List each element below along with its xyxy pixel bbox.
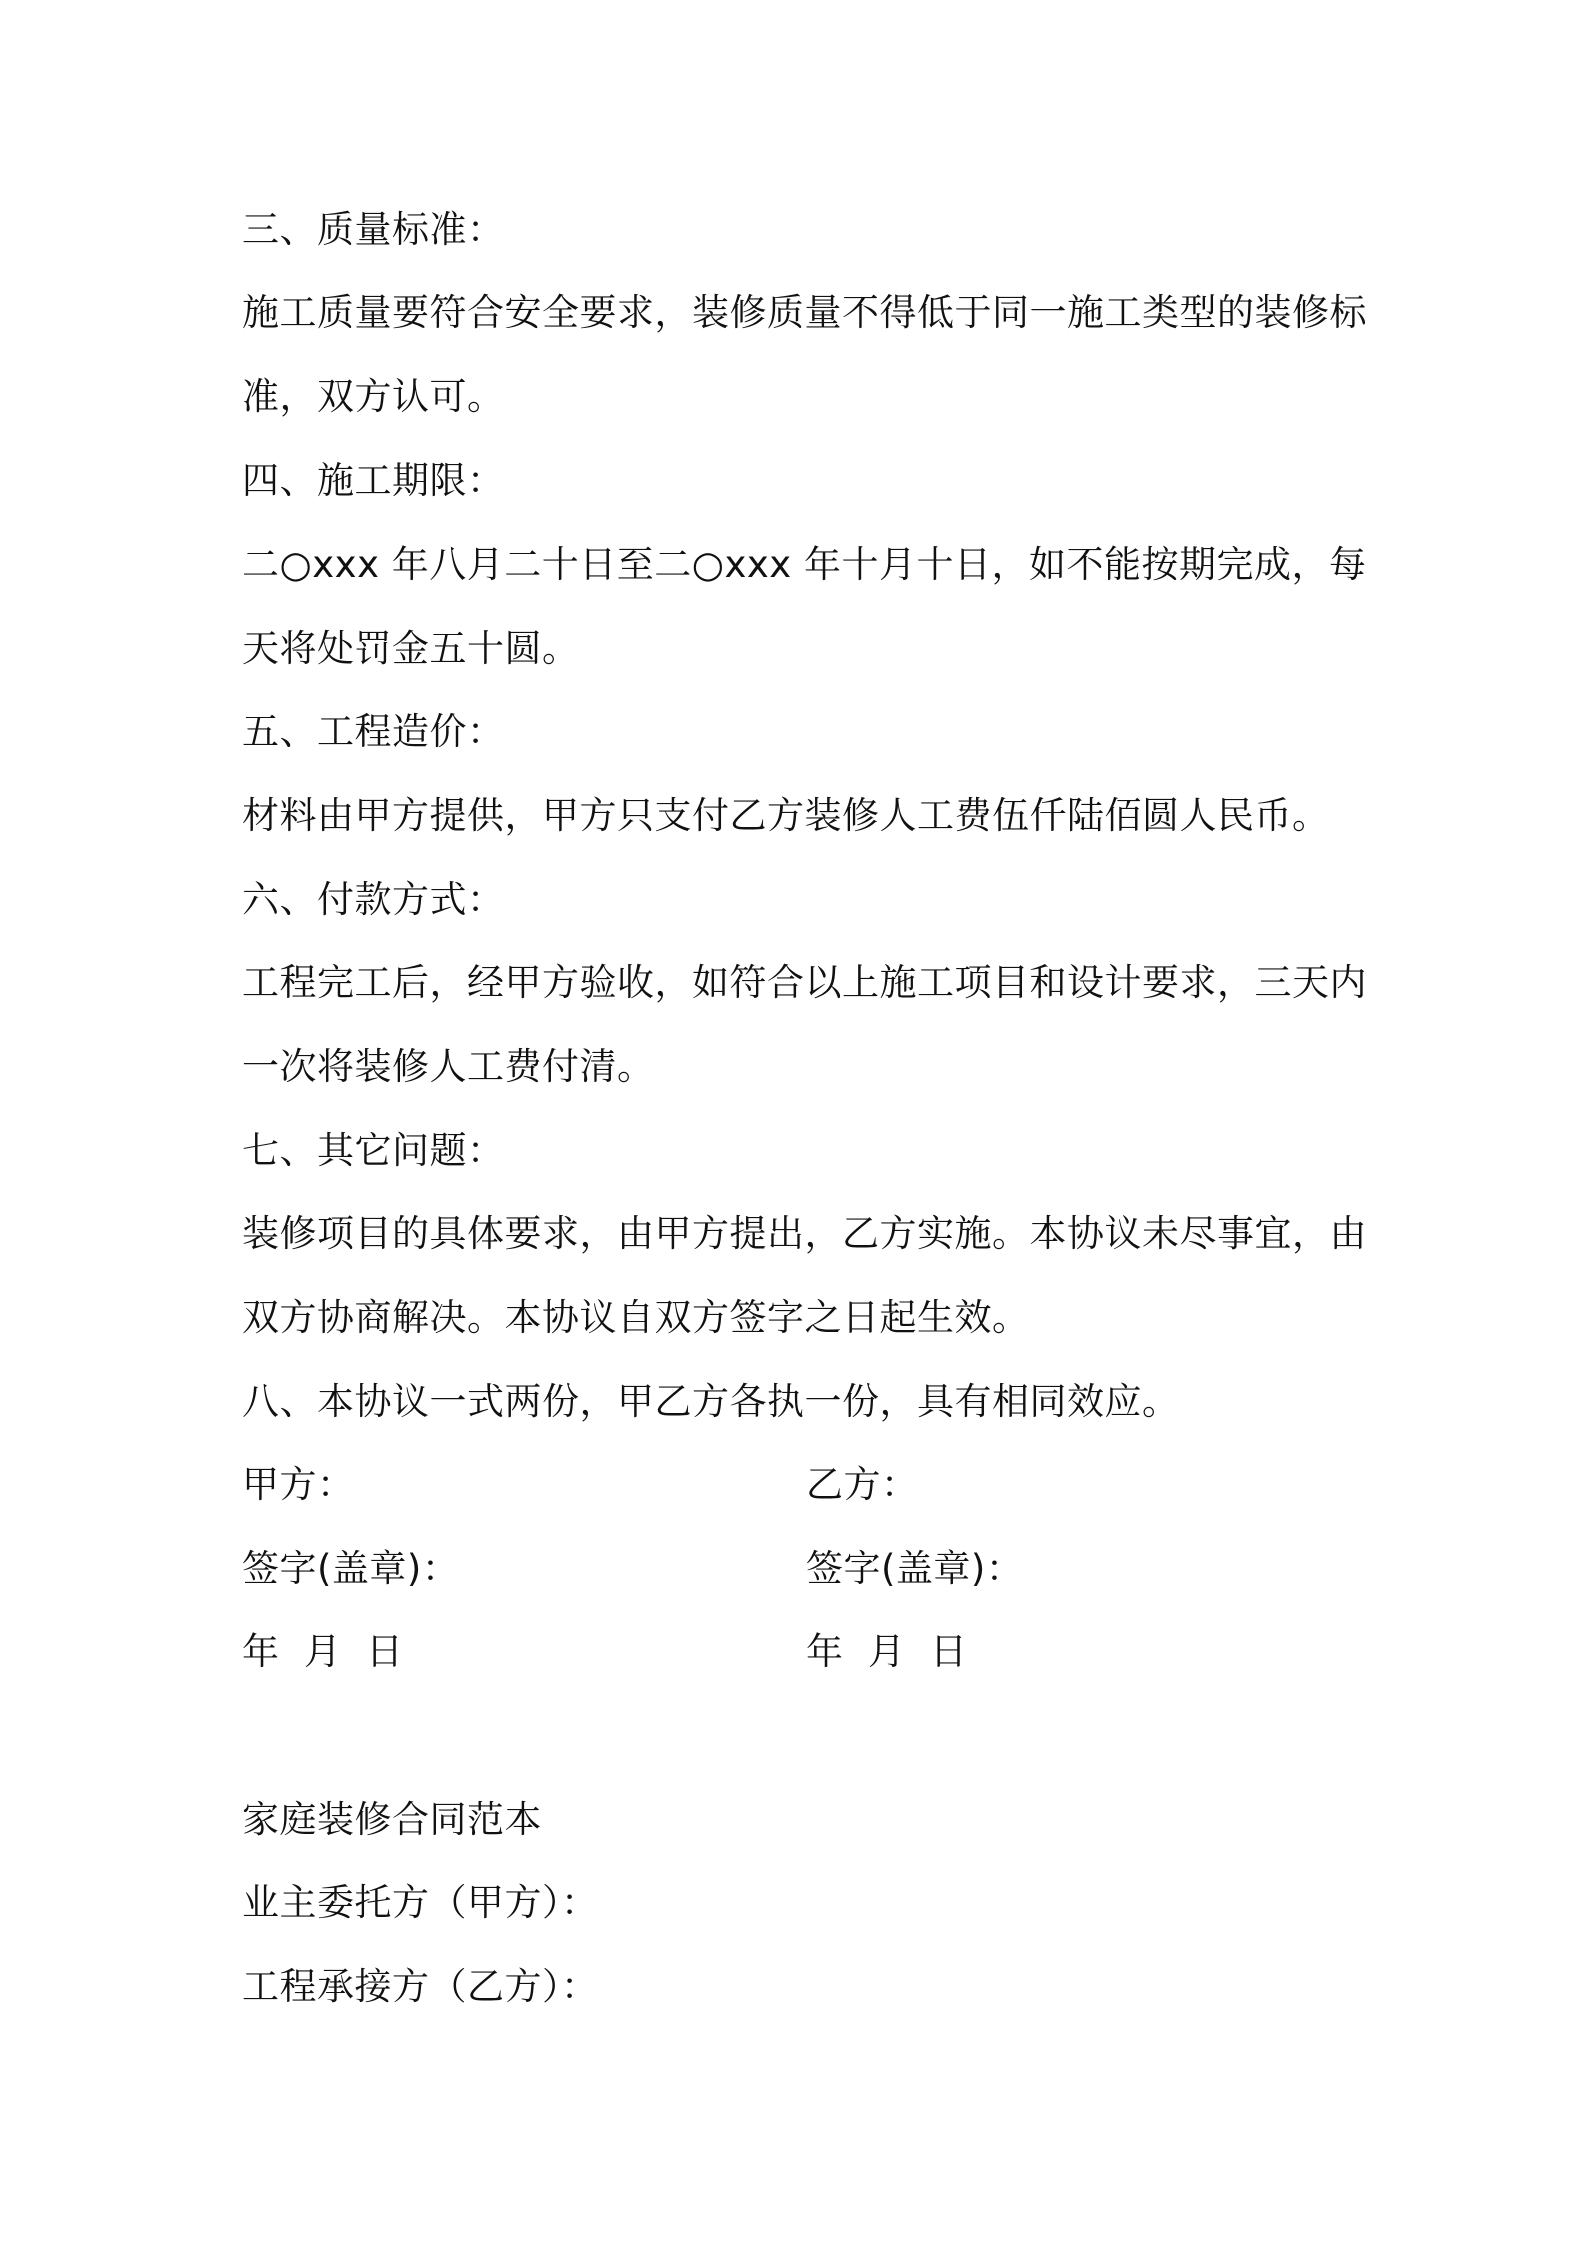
next-contract-title: 家庭装修合同范本: [242, 1798, 542, 1841]
contractor-party-label: 工程承接方（乙方）：: [242, 1965, 599, 2008]
section-7-text-line-2: 双方协商解决。本协议自双方签字之日起生效。: [242, 1296, 1030, 1339]
section-3-text-line-1: 施工质量要符合安全要求，装修质量不得低于同一施工类型的装修标: [242, 291, 1367, 334]
section-7-heading: 七、其它问题：: [242, 1129, 505, 1172]
section-8-text: 八、本协议一式两份，甲乙方各执一份，具有相同效应。: [242, 1380, 1180, 1423]
section-4-heading: 四、施工期限：: [242, 459, 505, 502]
section-7-text-line-1: 装修项目的具体要求，由甲方提出，乙方实施。本协议未尽事宜，由: [242, 1212, 1367, 1255]
section-5-heading: 五、工程造价：: [242, 710, 505, 753]
section-6-heading: 六、付款方式：: [242, 878, 505, 921]
section-4-text-line-1: 二○xxx 年八月二十日至二○xxx 年十月十日，如不能按期完成，每: [242, 543, 1367, 586]
owner-party-label: 业主委托方（甲方）：: [242, 1881, 599, 1924]
party-a-date-label: 年 月 日: [242, 1630, 404, 1673]
section-4-text-line-2: 天将处罚金五十圆。: [242, 627, 580, 670]
party-a-signature-label: 签字(盖章)：: [242, 1547, 460, 1590]
section-3-heading: 三、质量标准：: [242, 208, 505, 251]
party-b-label: 乙方：: [806, 1463, 919, 1506]
party-b-signature-label: 签字(盖章)：: [806, 1547, 1024, 1590]
section-3-text-line-2: 准，双方认可。: [242, 375, 505, 418]
party-b-date-label: 年 月 日: [806, 1630, 968, 1673]
party-a-label: 甲方：: [242, 1463, 355, 1506]
section-6-text-line-1: 工程完工后，经甲方验收，如符合以上施工项目和设计要求，三天内: [242, 961, 1367, 1004]
section-5-text-line-1: 材料由甲方提供，甲方只支付乙方装修人工费伍仟陆佰圆人民币。: [242, 794, 1330, 837]
section-6-text-line-2: 一次将装修人工费付清。: [242, 1045, 655, 1088]
